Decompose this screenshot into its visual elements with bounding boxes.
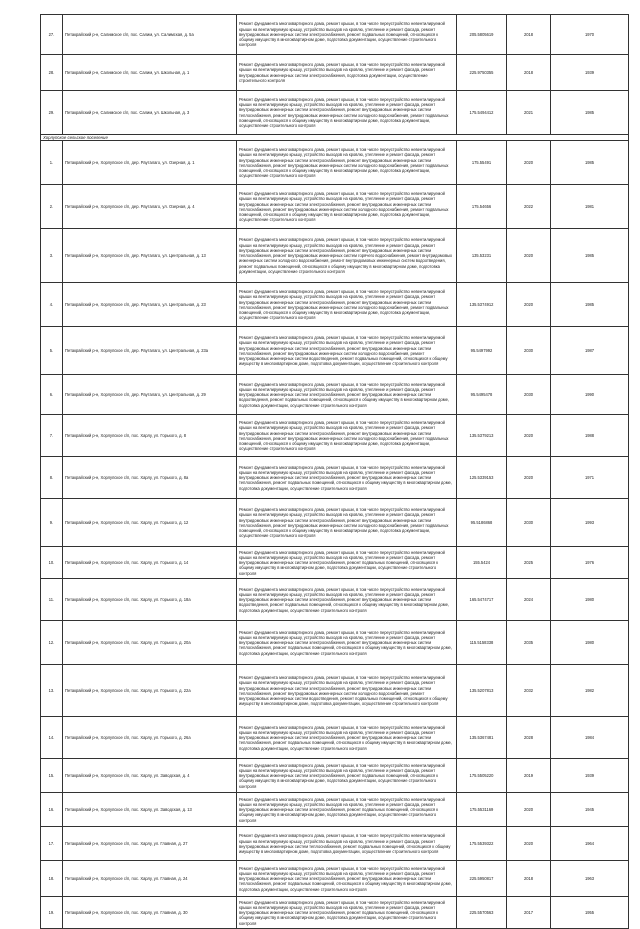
table-row bbox=[41, 457, 629, 499]
planned-year-cell: 2020 bbox=[507, 793, 551, 827]
build-year-cell: 1985 bbox=[551, 283, 629, 327]
cost-cell: 175.55491 bbox=[457, 141, 507, 185]
address-cell: Петакрайский р-н, Салимское с/п, пос. Салим, ул. Школьная, д. 3 bbox=[63, 91, 237, 135]
work-description-cell: Ремонт фундамента многоквартирного дома, ремонт крыши, в том числе переустройство невентилируемой крыши на вентилируемую крышу, устройство выходов на кровлю, утепление и ремонт фасада, ремонт внутридомовых инженерных систем электроснабжения, ремонт внутридомовых инженерных систем теплоснабжения, ремонт внутридомовых инженерных систем холодного водоснабжения, ремонт внутридомовых инженерных систем водоотведения, ремонт подвальных помещений, относящихся к общему имуществу в многоквартирном доме, подготовка документации, осуществление строительного контроля bbox=[237, 665, 457, 717]
planned-year-cell: 2020 bbox=[507, 229, 551, 283]
work-description-cell: Ремонт фундамента многоквартирного дома, ремонт крыши, в том числе переустройство невентилируемой крыши на вентилируемую крышу, устройство выходов на кровлю, утепление и ремонт фасада, ремонт внутридомовых инженерных систем электроснабжения, ремонт внутридомовых инженерных систем теплоснабжения, ремонт подвальных помещений, относящихся к общему имуществу в многоквартирном доме, подготовка документации, осуществление строительного контроля bbox=[237, 717, 457, 759]
work-description-cell: Ремонт фундамента многоквартирного дома, ремонт крыши, в том числе переустройство невентилируемой крыши на вентилируемую крышу, устройство выходов на кровлю, утепление и ремонт фасада, ремонт внутридомовых инженерных систем электроснабжения, ремонт внутридомовых инженерных систем водоотведения, ремонт подвальных помещений, относящихся к общему имуществу в многоквартирном доме, подготовка документации, осуществление строительного контроля bbox=[237, 579, 457, 621]
address-cell: Петакрайский р-н, Хорлупское с/п, дер. Рауталаго, ул. Центральная, д. 13 bbox=[63, 229, 237, 283]
address-cell: Петакрайский р-н, Хорлупское с/п, пос. Харлу, ул. Заводская, д. 13 bbox=[63, 793, 237, 827]
table-row bbox=[41, 415, 629, 457]
planned-year-cell: 2032 bbox=[507, 665, 551, 717]
work-description-cell: Ремонт фундамента многоквартирного дома, ремонт крыши, в том числе переустройство невентилируемой крыши на вентилируемую крышу, устройство выходов на кровлю, утепление и ремонт фасада, ремонт внутридомовых инженерных систем электроснабжения, ремонт внутридомовых инженерных систем теплоснабжения, ремонт подвальных помещений, относящихся к общему имуществу в многоквартирном доме, подготовка документации, осуществление строительного контроля bbox=[237, 457, 457, 499]
planned-year-cell: 2020 bbox=[507, 415, 551, 457]
cost-cell: 165.5474717 bbox=[457, 579, 507, 621]
address-cell: Петакрайский р-н, Хорлупское с/п, пос. Харлу, ул. Главная, д. 27 bbox=[63, 827, 237, 861]
row-number-cell: 27. bbox=[41, 15, 63, 55]
cost-cell: 175.54656 bbox=[457, 185, 507, 229]
table-row bbox=[41, 665, 629, 717]
build-year-cell: 1976 bbox=[551, 547, 629, 579]
planned-year-cell: 2019 bbox=[507, 759, 551, 793]
address-cell: Петакрайский р-н, Хорлупское с/п, дер. Рауталаго, ул. Озерная, д. 1 bbox=[63, 141, 237, 185]
cost-cell: 225.5950817 bbox=[457, 861, 507, 897]
table-row bbox=[41, 861, 629, 897]
row-number-cell: 29. bbox=[41, 91, 63, 135]
work-description-cell: Ремонт фундамента многоквартирного дома, ремонт крыши, в том числе переустройство невентилируемой крыши на вентилируемую крышу, устройство выходов на кровлю, утепление и ремонт фасада, ремонт внутридомовых инженерных систем электроснабжения, ремонт внутридомовых инженерных систем теплоснабжения, ремонт внутридомовых инженерных систем холодного водоснабжения, ремонт подвальных помещений, относящихся к общему имуществу в многоквартирном доме, подготовка документации, осуществление строительного контроля bbox=[237, 415, 457, 457]
work-description-cell: Ремонт фундамента многоквартирного дома, ремонт крыши, в том числе переустройство невентилируемой крыши на вентилируемую крышу, устройство выходов на кровлю, утепление и ремонт фасада, ремонт внутридомовых инженерных систем электроснабжения, ремонт подвальных помещений, относящихся к общему имуществу в многоквартирном доме, подготовка документации, осуществление строительного контроля bbox=[237, 897, 457, 929]
build-year-cell: 1980 bbox=[551, 621, 629, 665]
address-cell: Петакрайский р-н, Хорлупское с/п, пос. Харлу, ул. Горького, д. 18а bbox=[63, 579, 237, 621]
planned-year-cell: 2030 bbox=[507, 499, 551, 547]
table-row bbox=[41, 375, 629, 415]
cost-cell: 95.5186868 bbox=[457, 499, 507, 547]
build-year-cell: 1985 bbox=[551, 91, 629, 135]
work-description-cell: Ремонт фундамента многоквартирного дома, ремонт крыши, в том числе переустройство невентилируемой крыши на вентилируемую крышу, устройство выходов на кровлю, утепление и ремонт фасада, ремонт внутридомовых инженерных систем электроснабжения, подготовка документации, осуществление строительного контроля bbox=[237, 55, 457, 91]
address-cell: Петакрайский р-н, Хорлупское с/п, пос. Харлу, ул. Заводская, д. 4 bbox=[63, 759, 237, 793]
work-description-cell: Ремонт фундамента многоквартирного дома, ремонт крыши, в том числе переустройство невентилируемой крыши на вентилируемую крышу, устройство выходов на кровлю, утепление и ремонт фасада, ремонт внутридомовых инженерных систем электроснабжения, ремонт подвальных помещений, относящихся к общему имуществу в многоквартирном доме, подготовка документации, осуществление строительного контроля bbox=[237, 759, 457, 793]
row-number-cell: 4. bbox=[41, 283, 63, 327]
table-row bbox=[41, 547, 629, 579]
planned-year-cell: 2017 bbox=[507, 897, 551, 929]
planned-year-cell: 2021 bbox=[507, 91, 551, 135]
planned-year-cell: 2018 bbox=[507, 55, 551, 91]
planned-year-cell: 2024 bbox=[507, 579, 551, 621]
work-description-cell: Ремонт фундамента многоквартирного дома, ремонт крыши, в том числе переустройство невентилируемой крыши на вентилируемую крышу, устройство выходов на кровлю, утепление и ремонт фасада, ремонт внутридомовых инженерных систем электроснабжения, ремонт внутридомовых инженерных систем теплоснабжения, ремонт внутридомовых инженерных систем холодного водоснабжения, ремонт подвальных помещений, относящихся к общему имуществу в многоквартирном доме, подготовка документации, осуществление строительного контроля bbox=[237, 499, 457, 547]
planned-year-cell: 2030 bbox=[507, 327, 551, 375]
build-year-cell: 1993 bbox=[551, 499, 629, 547]
cost-cell: 135.5374912 bbox=[457, 283, 507, 327]
table-row bbox=[41, 185, 629, 229]
table-row bbox=[41, 579, 629, 621]
cost-cell: 175.5494412 bbox=[457, 91, 507, 135]
table-row bbox=[41, 55, 629, 91]
cost-cell: 95.5495478 bbox=[457, 375, 507, 415]
table-row bbox=[41, 141, 629, 185]
work-description-cell: Ремонт фундамента многоквартирного дома, ремонт крыши, в том числе переустройство невентилируемой крыши на вентилируемую крышу, устройство выходов на кровлю, утепление и ремонт фасада, ремонт внутридомовых инженерных систем электроснабжения, ремонт внутридомовых инженерных систем теплоснабжения, ремонт подвальных помещений, относящихся к общему имуществу в многоквартирном доме, подготовка документации, осуществление строительного контроля bbox=[237, 621, 457, 665]
table-row bbox=[41, 827, 629, 861]
cost-cell: 125.5339153 bbox=[457, 457, 507, 499]
planned-year-cell: 2018 bbox=[507, 15, 551, 55]
address-cell: Петакрайский р-н, Хорлупское с/п, пос. Харлу, ул. Горького, д. 14 bbox=[63, 547, 237, 579]
row-number-cell: 6. bbox=[41, 375, 63, 415]
work-description-cell: Ремонт фундамента многоквартирного дома, ремонт крыши, в том числе переустройство невентилируемой крыши на вентилируемую крышу, устройство выходов на кровлю, утепление и ремонт фасада, ремонт внутридомовых инженерных систем электроснабжения, ремонт внутридомовых инженерных систем теплоснабжения, ремонт внутридомовых инженерных систем холодного водоснабжения, ремонт подвальных помещений, относящихся к общему имуществу в многоквартирном доме, подготовка документации, осуществление строительного контроля bbox=[237, 141, 457, 185]
row-number-cell: 18. bbox=[41, 861, 63, 897]
build-year-cell: 1945 bbox=[551, 793, 629, 827]
build-year-cell: 1988 bbox=[551, 415, 629, 457]
build-year-cell: 1963 bbox=[551, 861, 629, 897]
planned-year-cell: 2030 bbox=[507, 375, 551, 415]
work-description-cell: Ремонт фундамента многоквартирного дома, ремонт крыши, в том числе переустройство невентилируемой крыши на вентилируемую крышу, устройство выходов на кровлю, утепление и ремонт фасада, ремонт внутридомовых инженерных систем электроснабжения, ремонт подвальных помещений, относящихся к общему имуществу в многоквартирном доме, подготовка документации, осуществление строительного контроля bbox=[237, 793, 457, 827]
cost-cell: 175.5539322 bbox=[457, 827, 507, 861]
row-number-cell: 7. bbox=[41, 415, 63, 457]
work-description-cell: Ремонт фундамента многоквартирного дома, ремонт крыши, в том числе переустройство невентилируемой крыши на вентилируемую крышу, устройство выходов на кровлю, утепление и ремонт фасада, ремонт внутридомовых инженерных систем электроснабжения, ремонт внутридомовых инженерных систем теплоснабжения, ремонт внутридомовых инженерных систем холодного водоснабжения, ремонт внутридомовых инженерных систем водоотведения, ремонт подвальных помещений, относящихся к общему имуществу в многоквартирном доме, подготовка документации, осуществление строительного контроля bbox=[237, 327, 457, 375]
build-year-cell: 1987 bbox=[551, 327, 629, 375]
address-cell: Петакрайский р-н, Хорлупское с/п, дер. Рауталаго, ул. Центральная, д. 23а bbox=[63, 327, 237, 375]
planned-year-cell: 2020 bbox=[507, 141, 551, 185]
address-cell: Петакрайский р-н, Хорлупское с/п, пос. Харлу, ул. Горького, д. 8 bbox=[63, 415, 237, 457]
cost-cell: 135.53231 bbox=[457, 229, 507, 283]
row-number-cell: 12. bbox=[41, 621, 63, 665]
build-year-cell: 1982 bbox=[551, 665, 629, 717]
address-cell: Петакрайский р-н, Хорлупское с/п, пос. Харлу, ул. Горького, д. 20а bbox=[63, 621, 237, 665]
address-cell: Петакрайский р-н, Хорлупское с/п, дер. Рауталаго, ул. Центральная, д. 29 bbox=[63, 375, 237, 415]
cost-cell: 135.5207813 bbox=[457, 665, 507, 717]
row-number-cell: 15. bbox=[41, 759, 63, 793]
cost-cell: 135.5379213 bbox=[457, 415, 507, 457]
table-row bbox=[41, 91, 629, 135]
row-number-cell: 28. bbox=[41, 55, 63, 91]
row-number-cell: 1. bbox=[41, 141, 63, 185]
work-description-cell: Ремонт фундамента многоквартирного дома, ремонт крыши, в том числе переустройство невентилируемой крыши на вентилируемую крышу, устройство выходов на кровлю, утепление и ремонт фасада, ремонт внутридомовых инженерных систем электроснабжения, ремонт внутридомовых инженерных систем теплоснабжения, ремонт внутридомовых инженерных систем холодного водоснабжения, ремонт подвальных помещений, относящихся к общему имуществу в многоквартирном доме, подготовка документации, осуществление строительного контроля bbox=[237, 91, 457, 135]
table-body bbox=[41, 15, 629, 929]
planned-year-cell: 2020 bbox=[507, 457, 551, 499]
work-description-cell: Ремонт фундамента многоквартирного дома, ремонт крыши, в том числе переустройство невентилируемой крыши на вентилируемую крышу, устройство выходов на кровлю, утепление и ремонт фасада, ремонт внутридомовых инженерных систем электроснабжения, ремонт подвальных помещений, относящихся к общему имуществу в многоквартирном доме, подготовка документации, осуществление строительного контроля bbox=[237, 15, 457, 55]
build-year-cell: 1970 bbox=[551, 15, 629, 55]
row-number-cell: 17. bbox=[41, 827, 63, 861]
address-cell: Петакрайский р-н, Салимское с/п, пос. Салим, ул. Салимская, д. 5а bbox=[63, 15, 237, 55]
build-year-cell: 1939 bbox=[551, 55, 629, 91]
address-cell: Петакрайский р-н, Хорлупское с/п, пос. Харлу, ул. Главная, д. 30 bbox=[63, 897, 237, 929]
cost-cell: 225.5570563 bbox=[457, 897, 507, 929]
planned-year-cell: 2028 bbox=[507, 717, 551, 759]
work-description-cell: Ремонт фундамента многоквартирного дома, ремонт крыши, в том числе переустройство невентилируемой крыши на вентилируемую крышу, устройство выходов на кровлю, утепление и ремонт фасада, ремонт внутридомовых инженерных систем электроснабжения, ремонт внутридомовых инженерных систем теплоснабжения, ремонт внутридомовых инженерных систем холодного водоснабжения, ремонт подвальных помещений, относящихся к общему имуществу в многоквартирном доме, подготовка документации, осуществление строительного контроля bbox=[237, 185, 457, 229]
table-row bbox=[41, 759, 629, 793]
section-title: Хорлупское сельское поселение bbox=[41, 135, 629, 141]
row-number-cell: 11. bbox=[41, 579, 63, 621]
address-cell: Петакрайский р-н, Хорлупское с/п, пос. Харлу, ул. Горького, д. 26а bbox=[63, 717, 237, 759]
table-row bbox=[41, 793, 629, 827]
row-number-cell: 19. bbox=[41, 897, 63, 929]
cost-cell: 135.5367481 bbox=[457, 717, 507, 759]
repair-program-table bbox=[40, 14, 629, 929]
work-description-cell: Ремонт фундамента многоквартирного дома, ремонт крыши, в том числе переустройство невентилируемой крыши на вентилируемую крышу, устройство выходов на кровлю, утепление и ремонт фасада, ремонт внутридомовых инженерных систем электроснабжения, ремонт внутридомовых инженерных систем теплоснабжения, ремонт внутридомовых инженерных систем горячего водоснабжения, ремонт внутридомовых инженерных систем холодного водоснабжения, ремонт внутридомовых инженерных систем водоотведения, ремонт подвальных помещений, относящихся к общему имуществу в многоквартирном доме, подготовка документации, осуществление строительного контроля bbox=[237, 229, 457, 283]
table-row bbox=[41, 717, 629, 759]
row-number-cell: 3. bbox=[41, 229, 63, 283]
cost-cell: 115.5158338 bbox=[457, 621, 507, 665]
address-cell: Петакрайский р-н, Хорлупское с/п, пос. Харлу, ул. Горького, д. 12 bbox=[63, 499, 237, 547]
cost-cell: 175.5531169 bbox=[457, 793, 507, 827]
build-year-cell: 1981 bbox=[551, 185, 629, 229]
planned-year-cell: 2020 bbox=[507, 283, 551, 327]
row-number-cell: 13. bbox=[41, 665, 63, 717]
planned-year-cell: 2025 bbox=[507, 547, 551, 579]
row-number-cell: 9. bbox=[41, 499, 63, 547]
work-description-cell: Ремонт фундамента многоквартирного дома, ремонт крыши, в том числе переустройство невентилируемой крыши на вентилируемую крышу, устройство выходов на кровлю, утепление и ремонт фасада, ремонт внутридомовых инженерных систем электроснабжения, ремонт внутридомовых инженерных систем теплоснабжения, ремонт подвальных помещений, относящихся к общему имуществу в многоквартирном доме, подготовка документации, осуществление строительного контроля bbox=[237, 861, 457, 897]
table-row bbox=[41, 621, 629, 665]
cost-cell: 95.5497992 bbox=[457, 327, 507, 375]
planned-year-cell: 2018 bbox=[507, 861, 551, 897]
build-year-cell: 1980 bbox=[551, 579, 629, 621]
work-description-cell: Ремонт фундамента многоквартирного дома, ремонт крыши, в том числе переустройство невентилируемой крыши на вентилируемую крышу, устройство выходов на кровлю, утепление и ремонт фасада, ремонт внутридомовых инженерных систем электроснабжения, ремонт внутридомовых инженерных систем теплоснабжения, ремонт внутридомовых инженерных систем холодного водоснабжения, ремонт подвальных помещений, относящихся к общему имуществу в многоквартирном доме, подготовка документации, осуществление строительного контроля bbox=[237, 283, 457, 327]
planned-year-cell: 2035 bbox=[507, 621, 551, 665]
table-row bbox=[41, 897, 629, 929]
address-cell: Петакрайский р-н, Хорлупское с/п, дер. Рауталаго, ул. Озерная, д. 4 bbox=[63, 185, 237, 229]
work-description-cell: Ремонт фундамента многоквартирного дома, ремонт крыши, в том числе переустройство невентилируемой крыши на вентилируемую крышу, устройство выходов на кровлю, утепление и ремонт фасада, ремонт внутридомовых инженерных систем электроснабжения, ремонт подвальных помещений, относящихся к общему имуществу в многоквартирном доме, подготовка документации, осуществление строительного контроля bbox=[237, 547, 457, 579]
address-cell: Петакрайский р-н, Хорлупское с/п, пос. Харлу, ул. Горького, д. 22а bbox=[63, 665, 237, 717]
build-year-cell: 1984 bbox=[551, 717, 629, 759]
table-row bbox=[41, 15, 629, 55]
table-row bbox=[41, 499, 629, 547]
build-year-cell: 1985 bbox=[551, 229, 629, 283]
planned-year-cell: 2022 bbox=[507, 185, 551, 229]
table-row bbox=[41, 327, 629, 375]
row-number-cell: 2. bbox=[41, 185, 63, 229]
row-number-cell: 5. bbox=[41, 327, 63, 375]
address-cell: Петакрайский р-н, Хорлупское с/п, пос. Харлу, ул. Главная, д. 24 bbox=[63, 861, 237, 897]
row-number-cell: 10. bbox=[41, 547, 63, 579]
planned-year-cell: 2020 bbox=[507, 827, 551, 861]
row-number-cell: 16. bbox=[41, 793, 63, 827]
address-cell: Петакрайский р-н, Хорлупское с/п, пос. Харлу, ул. Горького, д. 8а bbox=[63, 457, 237, 499]
work-description-cell: Ремонт фундамента многоквартирного дома, ремонт крыши, в том числе переустройство невентилируемой крыши на вентилируемую крышу, устройство выходов на кровлю, утепление и ремонт фасада, ремонт внутридомовых инженерных систем электроснабжения, ремонт внутридомовых инженерных систем водоотведения, ремонт подвальных помещений, относящихся к общему имуществу в многоквартирном доме, подготовка документации, осуществление строительного контроля bbox=[237, 375, 457, 415]
build-year-cell: 1990 bbox=[551, 375, 629, 415]
row-number-cell: 14. bbox=[41, 717, 63, 759]
build-year-cell: 1971 bbox=[551, 457, 629, 499]
address-cell: Петакрайский р-н, Хорлупское с/п, дер. Рауталаго, ул. Центральная, д. 23 bbox=[63, 283, 237, 327]
cost-cell: 155.5424 bbox=[457, 547, 507, 579]
cost-cell: 175.5505220 bbox=[457, 759, 507, 793]
table-row bbox=[41, 283, 629, 327]
build-year-cell: 1939 bbox=[551, 759, 629, 793]
cost-cell: 205.5805619 bbox=[457, 15, 507, 55]
table-row bbox=[41, 229, 629, 283]
address-cell: Петакрайский р-н, Салимское с/п, пос. Салим, ул. Школьная, д. 1 bbox=[63, 55, 237, 91]
cost-cell: 225.9750355 bbox=[457, 55, 507, 91]
row-number-cell: 8. bbox=[41, 457, 63, 499]
build-year-cell: 1985 bbox=[551, 141, 629, 185]
build-year-cell: 1964 bbox=[551, 827, 629, 861]
build-year-cell: 1955 bbox=[551, 897, 629, 929]
work-description-cell: Ремонт фундамента многоквартирного дома, ремонт крыши, в том числе переустройство невентилируемой крыши на вентилируемую крышу, устройство выходов на кровлю, утепление и ремонт фасада, ремонт внутридомовых инженерных систем теплоснабжения, ремонт подвальных помещений, относящихся к общему имуществу в многоквартирном доме, подготовка документации, осуществление строительного контроля bbox=[237, 827, 457, 861]
